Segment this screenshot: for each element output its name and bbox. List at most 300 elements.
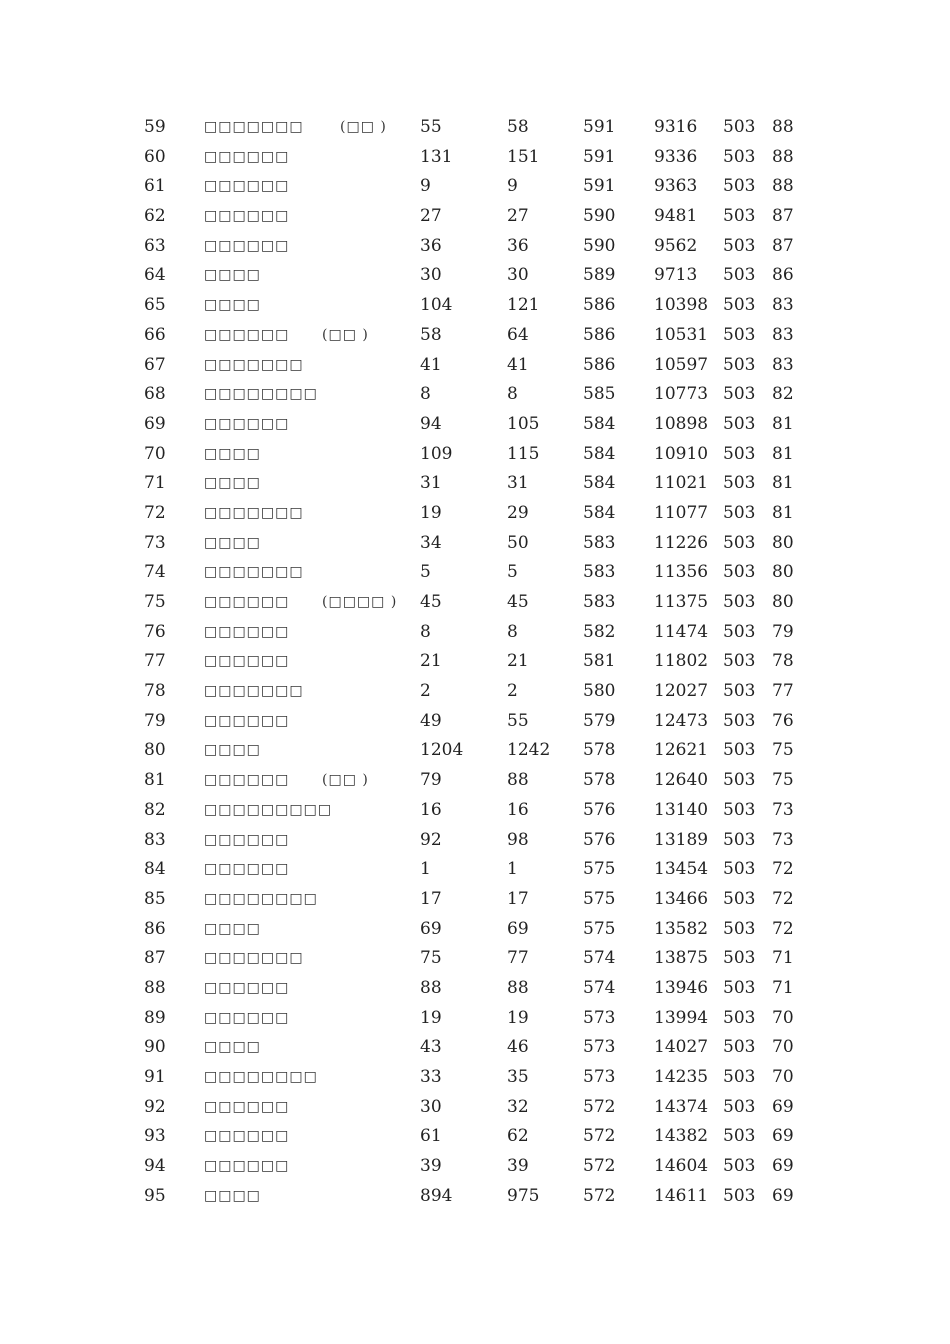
row-value-4: 12621 <box>654 740 709 761</box>
row-value-6: 70 <box>772 1037 794 1058</box>
row-value-2: 1 <box>507 859 518 880</box>
row-value-1: 8 <box>420 384 431 405</box>
table-row <box>0 291 950 321</box>
row-value-2: 19 <box>507 1007 529 1028</box>
table-row <box>0 113 950 143</box>
row-value-2: 45 <box>507 592 529 612</box>
row-value-4: 12027 <box>654 681 709 702</box>
row-number: 91 <box>144 1067 166 1087</box>
row-value-6: 69 <box>772 1126 794 1147</box>
row-value-4: 9316 <box>654 117 698 137</box>
row-value-4: 13466 <box>654 888 709 909</box>
row-number: 76 <box>144 621 166 642</box>
table-row <box>0 647 950 677</box>
row-value-1: 1204 <box>420 740 464 761</box>
row-value-2: 27 <box>507 206 529 227</box>
row-value-4: 14382 <box>654 1126 709 1147</box>
row-value-5: 503 <box>723 146 756 167</box>
row-name: □□□□□□ <box>204 772 290 789</box>
row-number: 67 <box>144 354 166 375</box>
row-name: □□□□□□ <box>204 1158 290 1175</box>
row-value-3: 590 <box>583 235 616 256</box>
row-number: 61 <box>144 176 166 197</box>
row-value-1: 30 <box>420 1096 442 1117</box>
row-value-1: 27 <box>420 206 442 227</box>
row-value-6: 71 <box>772 948 794 969</box>
row-value-2: 121 <box>507 295 540 316</box>
row-value-1: 109 <box>420 443 453 464</box>
row-value-3: 578 <box>583 740 616 761</box>
row-value-5: 503 <box>723 473 756 494</box>
row-number: 92 <box>144 1096 166 1117</box>
row-value-6: 75 <box>772 740 794 761</box>
row-value-5: 503 <box>723 710 756 731</box>
row-name: □□□□□□ <box>204 148 290 165</box>
row-value-6: 83 <box>772 295 794 316</box>
row-value-2: 55 <box>507 710 529 731</box>
row-value-2: 62 <box>507 1126 529 1147</box>
data-table <box>0 113 950 1211</box>
table-row <box>0 261 950 291</box>
row-value-3: 586 <box>583 295 616 316</box>
row-number: 70 <box>144 443 166 464</box>
table-row <box>0 826 950 856</box>
row-value-1: 131 <box>420 146 453 167</box>
row-value-2: 36 <box>507 235 529 256</box>
row-value-3: 583 <box>583 592 616 612</box>
row-value-6: 80 <box>772 592 794 612</box>
row-value-5: 503 <box>723 413 756 434</box>
table-row <box>0 143 950 173</box>
row-value-6: 81 <box>772 502 794 523</box>
row-value-4: 14374 <box>654 1096 709 1117</box>
row-value-1: 55 <box>420 117 442 137</box>
row-value-2: 88 <box>507 977 529 998</box>
row-name: □□□□ <box>204 1039 261 1056</box>
row-value-1: 36 <box>420 235 442 256</box>
table-row <box>0 915 950 945</box>
row-value-5: 503 <box>723 1185 756 1206</box>
table-row <box>0 707 950 737</box>
row-value-3: 591 <box>583 146 616 167</box>
row-name: □□□□ <box>204 267 261 284</box>
row-value-5: 503 <box>723 621 756 642</box>
row-number: 71 <box>144 473 166 494</box>
row-value-6: 71 <box>772 977 794 998</box>
row-value-2: 151 <box>507 146 540 167</box>
table-row <box>0 1182 950 1212</box>
row-value-3: 584 <box>583 473 616 494</box>
row-value-3: 583 <box>583 532 616 553</box>
table-row <box>0 202 950 232</box>
row-name: □□□□ <box>204 742 261 759</box>
row-value-1: 58 <box>420 324 442 345</box>
row-name: □□□□□□ <box>204 831 290 848</box>
row-number: 63 <box>144 235 166 256</box>
row-name: □□□□ <box>204 475 261 492</box>
table-row <box>0 499 950 529</box>
row-value-2: 105 <box>507 413 540 434</box>
row-name: □□□□□□□ <box>204 504 304 521</box>
row-value-4: 11077 <box>654 502 709 523</box>
row-note: (□□□□ ) <box>322 594 398 610</box>
row-value-1: 16 <box>420 799 442 820</box>
row-value-4: 13946 <box>654 977 709 998</box>
row-number: 83 <box>144 829 166 850</box>
row-name: □□□□□□□ <box>204 119 304 135</box>
row-value-4: 9336 <box>654 146 698 167</box>
row-value-4: 11356 <box>654 562 709 583</box>
table-row <box>0 380 950 410</box>
row-name: □□□□□□ <box>204 712 290 729</box>
row-value-1: 2 <box>420 681 431 702</box>
row-number: 78 <box>144 681 166 702</box>
table-row <box>0 885 950 915</box>
table-row <box>0 1152 950 1182</box>
table-row <box>0 172 950 202</box>
table-row <box>0 796 950 826</box>
row-name: □□□□□□ <box>204 653 290 670</box>
row-name: □□□□□□□□ <box>204 1069 318 1085</box>
row-value-6: 81 <box>772 443 794 464</box>
row-value-3: 582 <box>583 621 616 642</box>
row-value-1: 49 <box>420 710 442 731</box>
row-value-6: 80 <box>772 532 794 553</box>
row-value-6: 82 <box>772 384 794 405</box>
row-value-5: 503 <box>723 948 756 969</box>
row-value-1: 894 <box>420 1185 453 1206</box>
row-value-6: 88 <box>772 176 794 197</box>
row-value-2: 975 <box>507 1185 540 1206</box>
row-value-1: 19 <box>420 502 442 523</box>
row-value-1: 45 <box>420 592 442 612</box>
row-value-3: 581 <box>583 651 616 672</box>
row-name: □□□□□□ <box>204 208 290 225</box>
row-value-4: 14611 <box>654 1185 709 1206</box>
row-value-5: 503 <box>723 235 756 256</box>
row-value-3: 573 <box>583 1067 616 1087</box>
row-value-3: 575 <box>583 859 616 880</box>
row-number: 74 <box>144 562 166 583</box>
row-value-6: 78 <box>772 651 794 672</box>
row-value-3: 579 <box>583 710 616 731</box>
row-value-2: 21 <box>507 651 529 672</box>
row-value-5: 503 <box>723 176 756 197</box>
row-number: 87 <box>144 948 166 969</box>
row-value-6: 75 <box>772 770 794 791</box>
row-value-2: 1242 <box>507 740 551 761</box>
row-value-2: 39 <box>507 1156 529 1177</box>
row-value-1: 88 <box>420 977 442 998</box>
row-value-6: 81 <box>772 473 794 494</box>
row-value-5: 503 <box>723 1126 756 1147</box>
table-row <box>0 588 950 618</box>
row-number: 60 <box>144 146 166 167</box>
row-name: □□□□□□□ <box>204 564 304 581</box>
row-value-6: 79 <box>772 621 794 642</box>
table-row <box>0 469 950 499</box>
row-value-5: 503 <box>723 502 756 523</box>
row-value-6: 86 <box>772 265 794 286</box>
row-value-3: 584 <box>583 443 616 464</box>
row-value-2: 77 <box>507 948 529 969</box>
row-number: 75 <box>144 592 166 612</box>
row-value-2: 8 <box>507 384 518 405</box>
row-number: 88 <box>144 977 166 998</box>
row-value-1: 1 <box>420 859 431 880</box>
row-value-2: 69 <box>507 918 529 939</box>
row-name: □□□□□□□□□ <box>204 801 333 818</box>
row-value-6: 72 <box>772 888 794 909</box>
table-row <box>0 351 950 381</box>
row-value-5: 503 <box>723 117 756 137</box>
row-value-6: 69 <box>772 1185 794 1206</box>
table-row <box>0 1004 950 1034</box>
row-value-5: 503 <box>723 265 756 286</box>
row-value-6: 70 <box>772 1067 794 1087</box>
row-name: □□□□□□□ <box>204 683 304 700</box>
table-row <box>0 529 950 559</box>
row-value-5: 503 <box>723 1156 756 1177</box>
row-value-4: 13994 <box>654 1007 709 1028</box>
row-value-3: 573 <box>583 1037 616 1058</box>
row-number: 82 <box>144 799 166 820</box>
row-name: □□□□ <box>204 534 261 551</box>
row-value-5: 503 <box>723 770 756 791</box>
row-value-3: 591 <box>583 117 616 137</box>
row-value-3: 572 <box>583 1185 616 1206</box>
row-value-5: 503 <box>723 592 756 612</box>
table-row <box>0 1122 950 1152</box>
row-value-3: 576 <box>583 829 616 850</box>
table-row <box>0 944 950 974</box>
row-value-6: 87 <box>772 235 794 256</box>
row-value-2: 17 <box>507 888 529 909</box>
row-value-4: 11474 <box>654 621 709 642</box>
row-value-3: 573 <box>583 1007 616 1028</box>
row-value-4: 10597 <box>654 354 709 375</box>
row-value-3: 589 <box>583 265 616 286</box>
row-value-2: 29 <box>507 502 529 523</box>
row-value-6: 88 <box>772 117 794 137</box>
row-number: 94 <box>144 1156 166 1177</box>
row-number: 95 <box>144 1185 166 1206</box>
row-value-6: 72 <box>772 859 794 880</box>
table-row <box>0 440 950 470</box>
row-name: □□□□□□□□ <box>204 386 318 403</box>
table-row <box>0 974 950 1004</box>
row-value-2: 46 <box>507 1037 529 1058</box>
row-value-4: 13454 <box>654 859 709 880</box>
row-value-1: 69 <box>420 918 442 939</box>
row-value-1: 34 <box>420 532 442 553</box>
row-value-2: 5 <box>507 562 518 583</box>
row-value-2: 32 <box>507 1096 529 1117</box>
row-value-5: 503 <box>723 799 756 820</box>
row-number: 81 <box>144 770 166 791</box>
row-value-1: 61 <box>420 1126 442 1147</box>
row-note: (□□ ) <box>322 326 369 343</box>
row-value-3: 586 <box>583 324 616 345</box>
row-name: □□□□□□□ <box>204 950 304 967</box>
row-value-2: 16 <box>507 799 529 820</box>
row-value-6: 73 <box>772 799 794 820</box>
row-name: □□□□□□□□ <box>204 890 318 907</box>
row-name: □□□□□□ <box>204 861 290 878</box>
row-value-3: 585 <box>583 384 616 405</box>
table-row <box>0 558 950 588</box>
row-value-2: 115 <box>507 443 540 464</box>
row-note: (□□ ) <box>322 772 369 789</box>
row-number: 80 <box>144 740 166 761</box>
row-value-6: 72 <box>772 918 794 939</box>
row-value-2: 8 <box>507 621 518 642</box>
row-value-4: 14235 <box>654 1067 709 1087</box>
row-number: 69 <box>144 413 166 434</box>
row-value-3: 572 <box>583 1096 616 1117</box>
row-value-5: 503 <box>723 977 756 998</box>
row-name: □□□□□□ <box>204 178 290 195</box>
row-value-3: 584 <box>583 413 616 434</box>
row-value-4: 10910 <box>654 443 709 464</box>
row-value-4: 11375 <box>654 592 709 612</box>
row-value-4: 13140 <box>654 799 709 820</box>
row-value-2: 30 <box>507 265 529 286</box>
row-name: □□□□ <box>204 1187 261 1204</box>
row-value-5: 503 <box>723 532 756 553</box>
row-value-1: 17 <box>420 888 442 909</box>
row-value-4: 12473 <box>654 710 709 731</box>
row-value-2: 88 <box>507 770 529 791</box>
row-value-5: 503 <box>723 324 756 345</box>
row-value-3: 576 <box>583 799 616 820</box>
row-value-4: 13189 <box>654 829 709 850</box>
row-value-1: 5 <box>420 562 431 583</box>
row-value-2: 41 <box>507 354 529 375</box>
row-value-1: 33 <box>420 1067 442 1087</box>
table-row <box>0 618 950 648</box>
row-name: □□□□ <box>204 297 261 314</box>
row-value-6: 76 <box>772 710 794 731</box>
row-value-4: 11226 <box>654 532 709 553</box>
row-value-5: 503 <box>723 651 756 672</box>
row-name: □□□□□□ <box>204 1098 290 1115</box>
row-value-4: 12640 <box>654 770 709 791</box>
row-value-1: 43 <box>420 1037 442 1058</box>
row-number: 73 <box>144 532 166 553</box>
row-value-5: 503 <box>723 562 756 583</box>
row-value-5: 503 <box>723 740 756 761</box>
row-name: □□□□□□ <box>204 326 290 343</box>
row-value-3: 575 <box>583 888 616 909</box>
row-value-6: 83 <box>772 324 794 345</box>
row-number: 84 <box>144 859 166 880</box>
row-value-5: 503 <box>723 829 756 850</box>
row-name: □□□□□□□ <box>204 356 304 373</box>
row-value-5: 503 <box>723 443 756 464</box>
row-name: □□□□□□ <box>204 1128 290 1145</box>
row-value-1: 9 <box>420 176 431 197</box>
row-value-6: 87 <box>772 206 794 227</box>
table-row <box>0 1093 950 1123</box>
row-value-4: 10531 <box>654 324 709 345</box>
row-value-1: 79 <box>420 770 442 791</box>
row-value-6: 69 <box>772 1096 794 1117</box>
row-value-5: 503 <box>723 1037 756 1058</box>
row-note: (□□ ) <box>340 119 387 135</box>
row-value-4: 13582 <box>654 918 709 939</box>
row-value-5: 503 <box>723 918 756 939</box>
table-row <box>0 1063 950 1093</box>
row-name: □□□□□□ <box>204 594 290 610</box>
row-value-5: 503 <box>723 384 756 405</box>
row-value-4: 9481 <box>654 206 698 227</box>
row-value-6: 70 <box>772 1007 794 1028</box>
row-value-1: 41 <box>420 354 442 375</box>
row-value-3: 572 <box>583 1126 616 1147</box>
row-value-4: 13875 <box>654 948 709 969</box>
row-number: 62 <box>144 206 166 227</box>
row-number: 85 <box>144 888 166 909</box>
row-value-2: 58 <box>507 117 529 137</box>
row-value-3: 574 <box>583 948 616 969</box>
row-value-1: 8 <box>420 621 431 642</box>
row-number: 72 <box>144 502 166 523</box>
row-value-6: 73 <box>772 829 794 850</box>
row-value-1: 94 <box>420 413 442 434</box>
row-value-4: 14027 <box>654 1037 709 1058</box>
row-name: □□□□□□ <box>204 623 290 640</box>
row-value-3: 584 <box>583 502 616 523</box>
row-value-5: 503 <box>723 206 756 227</box>
row-value-3: 575 <box>583 918 616 939</box>
row-value-2: 9 <box>507 176 518 197</box>
row-number: 86 <box>144 918 166 939</box>
row-value-5: 503 <box>723 1007 756 1028</box>
row-value-1: 104 <box>420 295 453 316</box>
row-number: 65 <box>144 295 166 316</box>
row-value-1: 92 <box>420 829 442 850</box>
row-value-5: 503 <box>723 681 756 702</box>
row-value-4: 10898 <box>654 413 709 434</box>
row-name: □□□□□□ <box>204 415 290 432</box>
row-value-1: 39 <box>420 1156 442 1177</box>
row-number: 77 <box>144 651 166 672</box>
row-value-3: 580 <box>583 681 616 702</box>
row-value-2: 98 <box>507 829 529 850</box>
row-value-3: 572 <box>583 1156 616 1177</box>
row-name: □□□□ <box>204 445 261 462</box>
row-name: □□□□□□ <box>204 979 290 996</box>
row-value-2: 2 <box>507 681 518 702</box>
row-value-5: 503 <box>723 888 756 909</box>
row-value-3: 574 <box>583 977 616 998</box>
row-value-6: 77 <box>772 681 794 702</box>
row-value-4: 10398 <box>654 295 709 316</box>
row-value-2: 31 <box>507 473 529 494</box>
table-row <box>0 410 950 440</box>
row-value-4: 9713 <box>654 265 698 286</box>
table-row <box>0 736 950 766</box>
row-name: □□□□□□ <box>204 237 290 254</box>
row-number: 93 <box>144 1126 166 1147</box>
table-row <box>0 677 950 707</box>
row-number: 59 <box>144 117 166 137</box>
table-row <box>0 321 950 351</box>
row-value-2: 64 <box>507 324 529 345</box>
row-name: □□□□□□ <box>204 1009 290 1026</box>
row-value-4: 11021 <box>654 473 709 494</box>
